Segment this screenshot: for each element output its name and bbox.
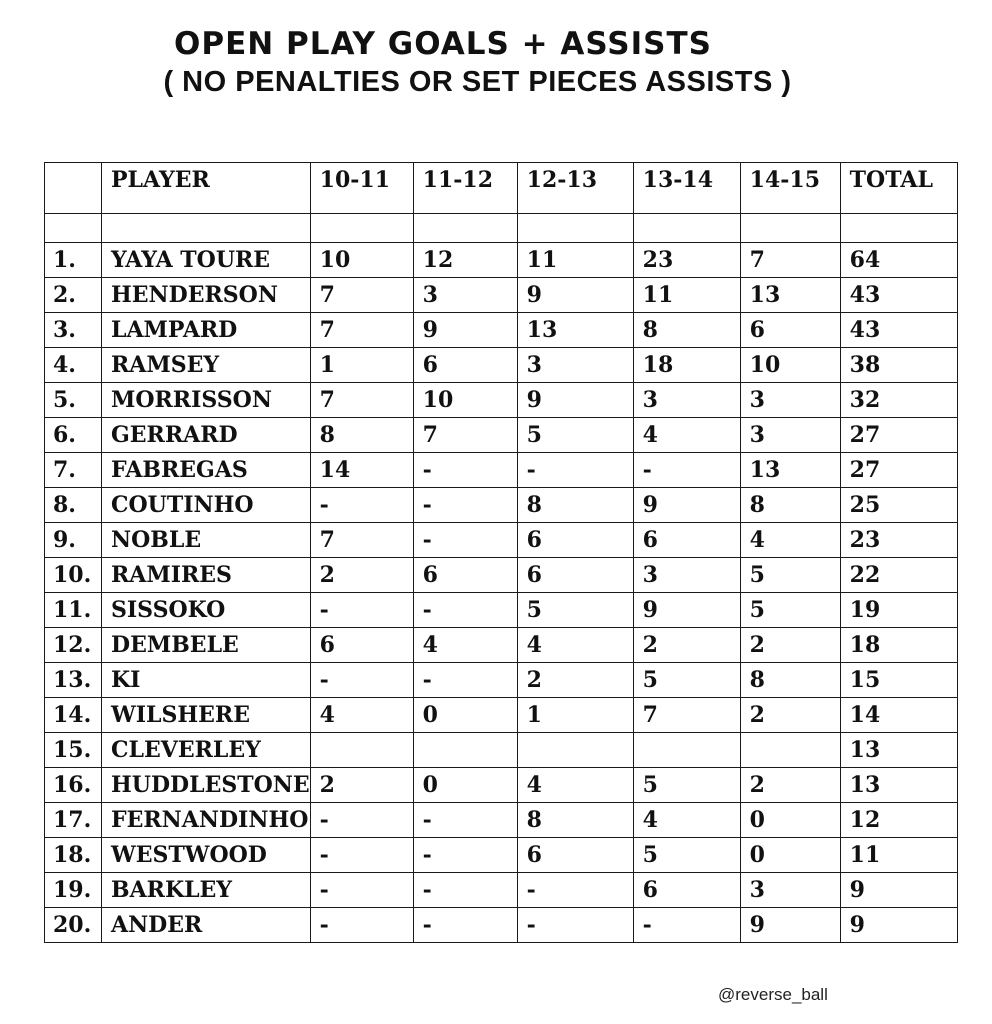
season-12-13-cell: 3 [517,348,633,383]
season-10-11-cell: - [310,663,413,698]
season-14-15-cell: 8 [740,488,840,523]
rank-cell: 16. [45,768,102,803]
table-row [45,488,958,523]
total-cell: 11 [840,838,957,873]
season-10-11-cell: 8 [310,418,413,453]
season-13-14-cell: 5 [633,663,740,698]
season-11-12-cell: 3 [413,278,517,313]
season-11-12-cell: - [413,523,517,558]
season-12-13-cell: 9 [517,278,633,313]
season-12-13-cell: - [517,453,633,488]
rank-cell: 7. [45,453,102,488]
total-cell: 27 [840,453,957,488]
total-cell: 32 [840,383,957,418]
season-10-11-cell: - [310,908,413,943]
table-row [45,313,958,348]
spacer-cell [45,214,102,243]
rank-cell: 3. [45,313,102,348]
table-row [45,453,958,488]
season-12-13-cell: 6 [517,523,633,558]
season-14-15-cell: 6 [740,313,840,348]
player-name-cell: FERNANDINHO [102,803,311,838]
rank-cell: 10. [45,558,102,593]
season-13-14-cell: - [633,453,740,488]
rank-cell: 9. [45,523,102,558]
player-name-cell: ANDER [102,908,311,943]
table-row [45,873,958,908]
player-name-cell: YAYA TOURE [102,243,311,278]
season-12-13-cell: 8 [517,803,633,838]
season-12-13-cell: 13 [517,313,633,348]
season-13-14-cell: 2 [633,628,740,663]
table-row [45,838,958,873]
season-12-13-cell: 9 [517,383,633,418]
rank-cell: 20. [45,908,102,943]
rank-cell: 5. [45,383,102,418]
season-13-14-cell: - [633,908,740,943]
season-12-13-cell: 2 [517,663,633,698]
player-name-cell: FABREGAS [102,453,311,488]
watermark-handle: @reverse_ball [718,985,828,1004]
table-row [45,278,958,313]
col-header-rank [45,163,102,214]
season-11-12-cell: - [413,803,517,838]
season-10-11-cell: 7 [310,278,413,313]
season-14-15-cell: 2 [740,768,840,803]
season-12-13-cell: 11 [517,243,633,278]
season-12-13-cell: - [517,908,633,943]
season-14-15-cell: 0 [740,803,840,838]
player-name-cell: RAMSEY [102,348,311,383]
total-cell: 19 [840,593,957,628]
season-14-15-cell: 5 [740,593,840,628]
total-cell: 13 [840,733,957,768]
rank-cell: 1. [45,243,102,278]
col-header-season-10-11: 10-11 [310,163,413,214]
season-11-12-cell [413,733,517,768]
table-row [45,663,958,698]
season-13-14-cell: 9 [633,488,740,523]
season-12-13-cell: 5 [517,418,633,453]
season-14-15-cell: 2 [740,628,840,663]
season-11-12-cell: - [413,873,517,908]
page-title: OPEN PLAY GOALS + ASSISTS [174,26,712,62]
season-12-13-cell: 8 [517,488,633,523]
spacer-cell [740,214,840,243]
season-12-13-cell [517,733,633,768]
season-14-15-cell: 3 [740,383,840,418]
col-header-season-12-13: 12-13 [517,163,633,214]
player-name-cell: COUTINHO [102,488,311,523]
total-cell: 27 [840,418,957,453]
season-13-14-cell: 9 [633,593,740,628]
total-cell: 13 [840,768,957,803]
col-header-total: TOTAL [840,163,957,214]
season-11-12-cell: - [413,663,517,698]
player-name-cell: KI [102,663,311,698]
spacer-cell [413,214,517,243]
season-10-11-cell [310,733,413,768]
season-13-14-cell: 6 [633,873,740,908]
table-row [45,768,958,803]
season-13-14-cell: 4 [633,418,740,453]
season-11-12-cell: 0 [413,698,517,733]
season-11-12-cell: - [413,453,517,488]
table-row [45,523,958,558]
season-11-12-cell: 6 [413,348,517,383]
total-cell: 14 [840,698,957,733]
header-row [45,163,958,214]
season-11-12-cell: - [413,908,517,943]
season-10-11-cell: - [310,838,413,873]
spacer-cell [310,214,413,243]
season-11-12-cell: - [413,593,517,628]
season-14-15-cell: 13 [740,453,840,488]
player-name-cell: RAMIRES [102,558,311,593]
season-12-13-cell: 1 [517,698,633,733]
season-10-11-cell: - [310,488,413,523]
player-name-cell: WESTWOOD [102,838,311,873]
player-name-cell: SISSOKO [102,593,311,628]
season-14-15-cell: 13 [740,278,840,313]
season-13-14-cell: 4 [633,803,740,838]
rank-cell: 8. [45,488,102,523]
season-10-11-cell: 14 [310,453,413,488]
table-row [45,558,958,593]
stats-table [44,162,958,943]
rank-cell: 17. [45,803,102,838]
season-11-12-cell: 0 [413,768,517,803]
player-name-cell: DEMBELE [102,628,311,663]
table-row [45,803,958,838]
season-12-13-cell: 4 [517,628,633,663]
season-13-14-cell: 5 [633,838,740,873]
table-row [45,418,958,453]
table-row [45,383,958,418]
season-13-14-cell: 5 [633,768,740,803]
season-14-15-cell: 4 [740,523,840,558]
season-14-15-cell: 7 [740,243,840,278]
rank-cell: 14. [45,698,102,733]
season-10-11-cell: 7 [310,313,413,348]
rank-cell: 13. [45,663,102,698]
season-10-11-cell: - [310,593,413,628]
rank-cell: 11. [45,593,102,628]
season-10-11-cell: 4 [310,698,413,733]
total-cell: 25 [840,488,957,523]
season-12-13-cell: 6 [517,558,633,593]
total-cell: 64 [840,243,957,278]
player-name-cell: LAMPARD [102,313,311,348]
season-13-14-cell: 3 [633,383,740,418]
season-11-12-cell: 7 [413,418,517,453]
season-12-13-cell: 5 [517,593,633,628]
season-13-14-cell: 7 [633,698,740,733]
season-14-15-cell [740,733,840,768]
col-header-season-11-12: 11-12 [413,163,517,214]
season-11-12-cell: 9 [413,313,517,348]
season-12-13-cell: 6 [517,838,633,873]
season-13-14-cell: 11 [633,278,740,313]
spacer-row [45,214,958,243]
player-name-cell: HENDERSON [102,278,311,313]
col-header-season-13-14: 13-14 [633,163,740,214]
season-14-15-cell: 5 [740,558,840,593]
season-14-15-cell: 0 [740,838,840,873]
season-11-12-cell: - [413,838,517,873]
total-cell: 23 [840,523,957,558]
season-10-11-cell: 6 [310,628,413,663]
col-header-season-14-15: 14-15 [740,163,840,214]
season-14-15-cell: 3 [740,873,840,908]
rank-cell: 18. [45,838,102,873]
season-10-11-cell: 2 [310,768,413,803]
total-cell: 38 [840,348,957,383]
table-row [45,698,958,733]
season-11-12-cell: - [413,488,517,523]
spacer-cell [517,214,633,243]
rank-cell: 6. [45,418,102,453]
rank-cell: 12. [45,628,102,663]
rank-cell: 4. [45,348,102,383]
season-13-14-cell: 18 [633,348,740,383]
season-14-15-cell: 10 [740,348,840,383]
season-14-15-cell: 2 [740,698,840,733]
player-name-cell: GERRARD [102,418,311,453]
total-cell: 15 [840,663,957,698]
season-10-11-cell: 7 [310,383,413,418]
season-10-11-cell: 1 [310,348,413,383]
player-name-cell: MORRISSON [102,383,311,418]
season-11-12-cell: 10 [413,383,517,418]
season-13-14-cell [633,733,740,768]
season-10-11-cell: 7 [310,523,413,558]
season-10-11-cell: 10 [310,243,413,278]
season-11-12-cell: 4 [413,628,517,663]
total-cell: 12 [840,803,957,838]
player-name-cell: CLEVERLEY [102,733,311,768]
table-row [45,733,958,768]
spacer-cell [633,214,740,243]
season-10-11-cell: - [310,803,413,838]
season-10-11-cell: - [310,873,413,908]
table-row [45,908,958,943]
total-cell: 9 [840,873,957,908]
player-name-cell: BARKLEY [102,873,311,908]
season-14-15-cell: 9 [740,908,840,943]
col-header-player: PLAYER [102,163,311,214]
table-row [45,628,958,663]
season-14-15-cell: 8 [740,663,840,698]
total-cell: 43 [840,278,957,313]
total-cell: 9 [840,908,957,943]
table-row [45,593,958,628]
spacer-cell [840,214,957,243]
total-cell: 18 [840,628,957,663]
season-13-14-cell: 6 [633,523,740,558]
page-subtitle: ( NO PENALTIES OR SET PIECES ASSISTS ) [163,66,792,98]
season-11-12-cell: 6 [413,558,517,593]
player-name-cell: NOBLE [102,523,311,558]
season-13-14-cell: 3 [633,558,740,593]
season-12-13-cell: 4 [517,768,633,803]
season-11-12-cell: 12 [413,243,517,278]
rank-cell: 15. [45,733,102,768]
table-row [45,243,958,278]
spacer-cell [102,214,311,243]
season-13-14-cell: 23 [633,243,740,278]
player-name-cell: HUDDLESTONE [102,768,311,803]
total-cell: 22 [840,558,957,593]
season-14-15-cell: 3 [740,418,840,453]
season-12-13-cell: - [517,873,633,908]
total-cell: 43 [840,313,957,348]
table-row [45,348,958,383]
rank-cell: 19. [45,873,102,908]
rank-cell: 2. [45,278,102,313]
season-10-11-cell: 2 [310,558,413,593]
player-name-cell: WILSHERE [102,698,311,733]
season-13-14-cell: 8 [633,313,740,348]
